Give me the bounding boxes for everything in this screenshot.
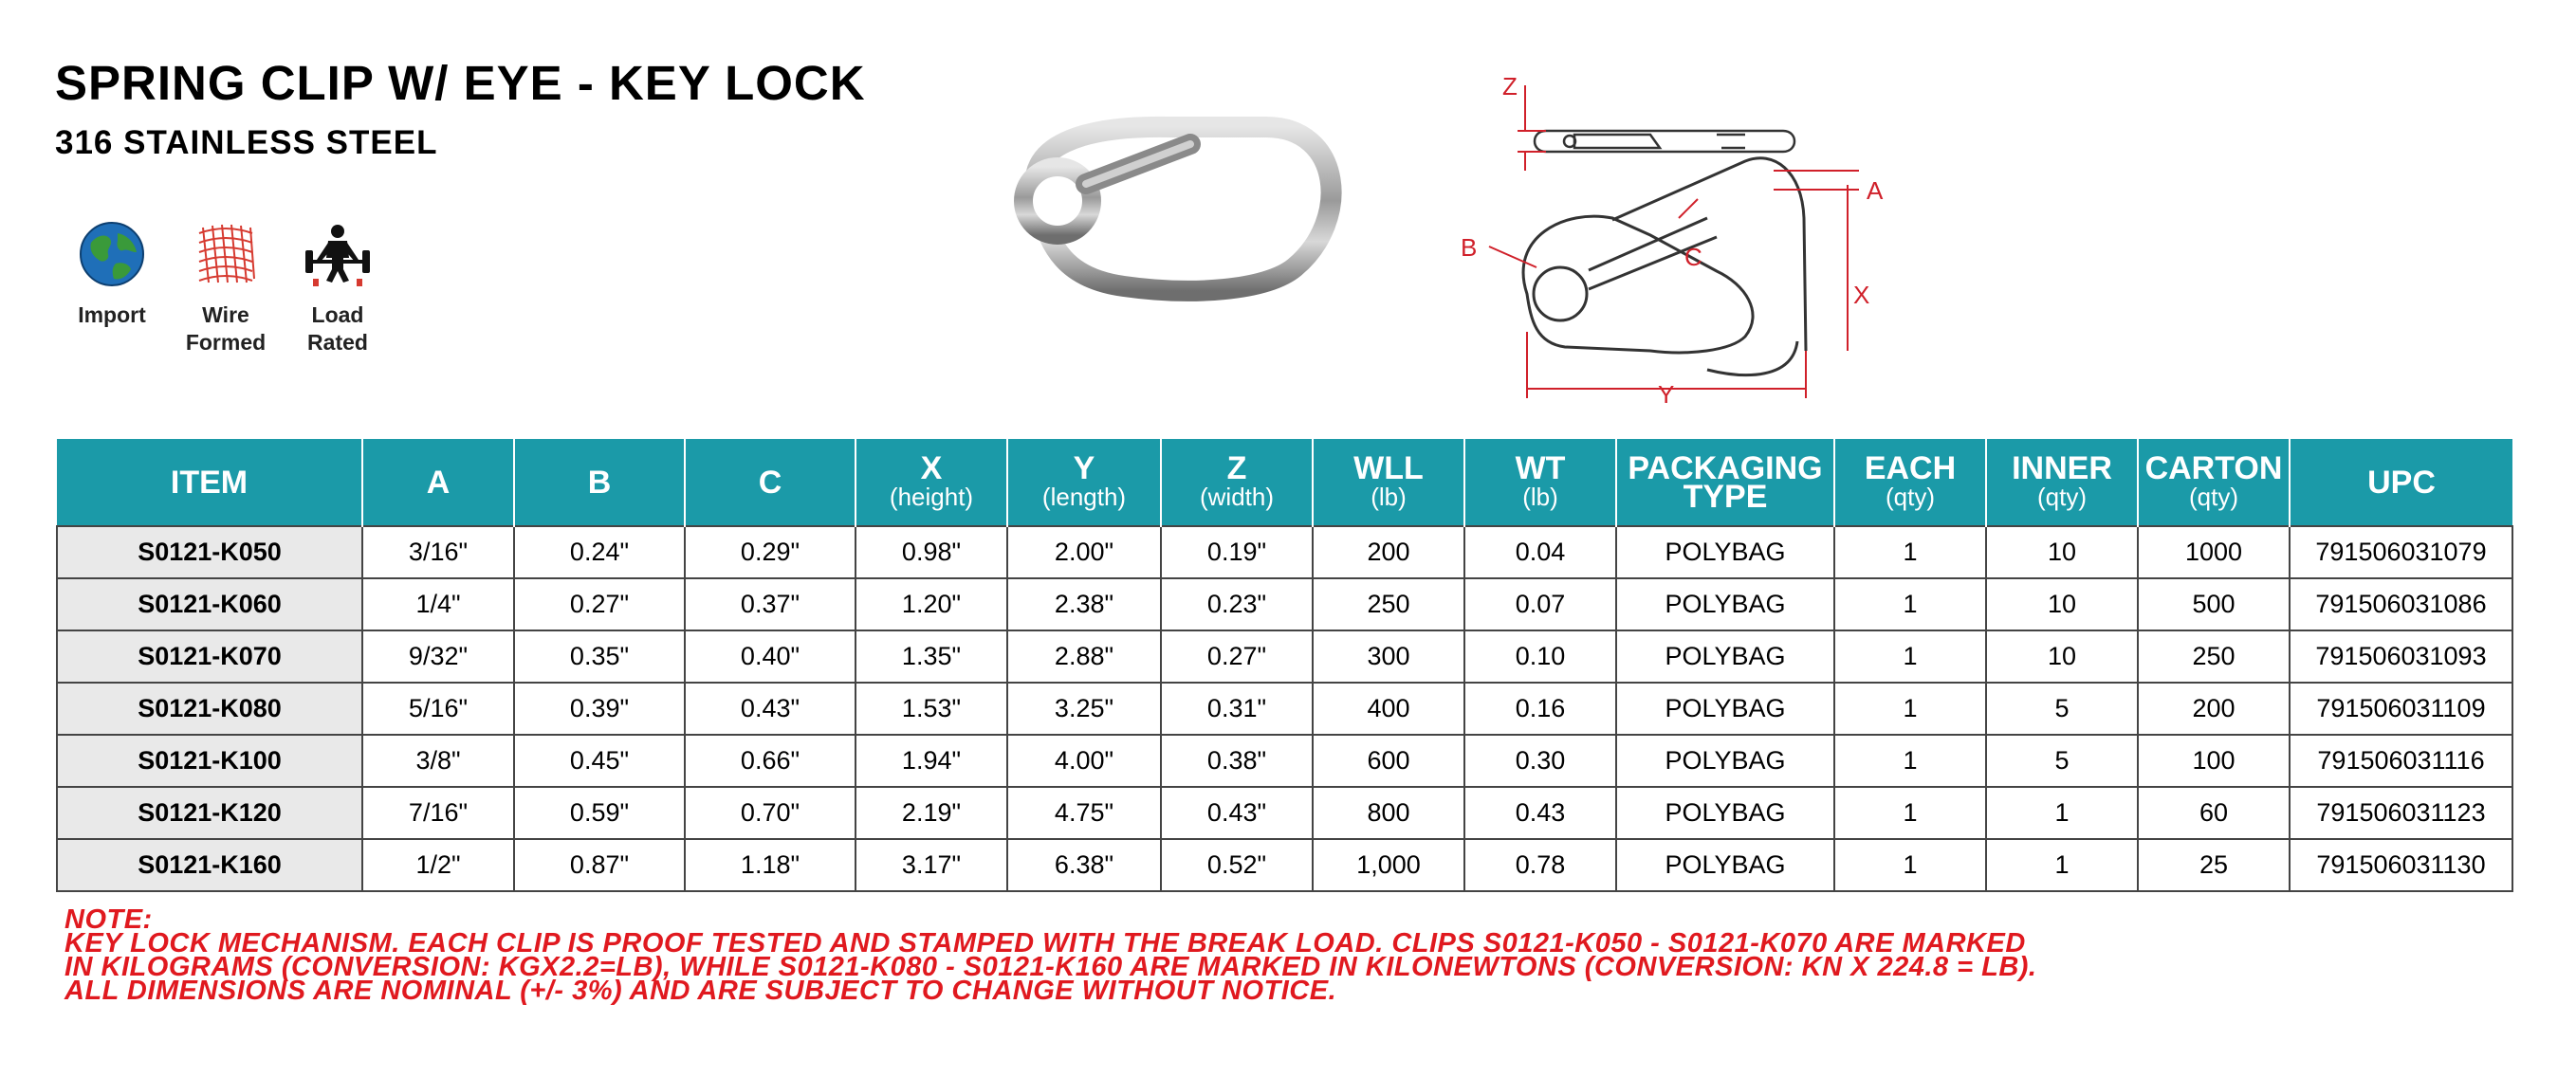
item-cell: S0121-K070: [57, 630, 362, 683]
table-cell: 400: [1313, 683, 1464, 735]
table-cell: 3.25": [1007, 683, 1161, 735]
weightlifter-icon: [304, 220, 372, 288]
dim-label-z: Z: [1502, 72, 1518, 100]
table-cell: 3.17": [856, 839, 1007, 891]
table-cell: POLYBAG: [1616, 578, 1834, 630]
table-cell: 10: [1986, 526, 2138, 578]
table-cell: 0.40": [685, 630, 856, 683]
note-line: IN KILOGRAMS (CONVERSION: KGX2.2=LB), WHILE S0121-K080 - S0121-K160 ARE MARKED IN KILONEWTONS (CONVERSION: KN X 224.8 = LB).: [64, 952, 2037, 982]
table-cell: 4.75": [1007, 787, 1161, 839]
table-cell: 0.43": [685, 683, 856, 735]
table-cell: 1: [1834, 630, 1986, 683]
product-photo: [982, 106, 1361, 305]
table-cell: 0.78: [1464, 839, 1616, 891]
table-cell: POLYBAG: [1616, 735, 1834, 787]
table-cell: 3/16": [362, 526, 514, 578]
col-header-b: B: [514, 439, 685, 526]
table-cell: 1,000: [1313, 839, 1464, 891]
feature-label: Load Rated: [307, 302, 368, 355]
table-cell: 791506031123: [2290, 787, 2512, 839]
table-cell: 0.24": [514, 526, 685, 578]
table-cell: 500: [2138, 578, 2290, 630]
dimension-diagram: [1461, 66, 1884, 417]
note-heading: NOTE:: [64, 904, 153, 935]
col-header-wll: WLL (lb): [1313, 439, 1464, 526]
table-cell: 250: [2138, 630, 2290, 683]
table-cell: 60: [2138, 787, 2290, 839]
table-cell: POLYBAG: [1616, 630, 1834, 683]
table-cell: 1.35": [856, 630, 1007, 683]
col-header-a: A: [362, 439, 514, 526]
feature-label: Import: [78, 302, 146, 327]
col-header-z: Z (width): [1161, 439, 1313, 526]
table-cell: 1000: [2138, 526, 2290, 578]
table-header-row: [57, 439, 2512, 526]
table-cell: 0.98": [856, 526, 1007, 578]
dim-label-y: Y: [1658, 380, 1675, 409]
table-cell: POLYBAG: [1616, 683, 1834, 735]
table-cell: 9/32": [362, 630, 514, 683]
page-title: SPRING CLIP W/ EYE - KEY LOCK: [55, 56, 866, 110]
spec-table-body: [57, 526, 2512, 891]
table-row: [57, 735, 2512, 787]
col-header-upc: UPC: [2290, 439, 2512, 526]
table-cell: 1: [1834, 735, 1986, 787]
dim-label-a: A: [1867, 176, 1884, 205]
table-cell: 1: [1834, 683, 1986, 735]
table-row: [57, 683, 2512, 735]
table-cell: 300: [1313, 630, 1464, 683]
dim-label-b: B: [1461, 233, 1478, 262]
table-cell: 1/4": [362, 578, 514, 630]
table-cell: 7/16": [362, 787, 514, 839]
table-cell: 3/8": [362, 735, 514, 787]
table-cell: 5: [1986, 683, 2138, 735]
table-cell: 0.66": [685, 735, 856, 787]
table-cell: 791506031079: [2290, 526, 2512, 578]
table-cell: 5/16": [362, 683, 514, 735]
table-cell: 0.43": [1161, 787, 1313, 839]
table-cell: POLYBAG: [1616, 787, 1834, 839]
table-cell: 0.45": [514, 735, 685, 787]
item-cell: S0121-K080: [57, 683, 362, 735]
table-cell: 0.19": [1161, 526, 1313, 578]
item-cell: S0121-K050: [57, 526, 362, 578]
table-cell: POLYBAG: [1616, 526, 1834, 578]
table-cell: 0.87": [514, 839, 685, 891]
feature-load-rated: [271, 220, 404, 356]
col-header-carton: CARTON (qty): [2138, 439, 2290, 526]
table-row: [57, 787, 2512, 839]
table-cell: 791506031116: [2290, 735, 2512, 787]
table-cell: 0.31": [1161, 683, 1313, 735]
dim-label-x: X: [1853, 281, 1870, 309]
page-subtitle: 316 STAINLESS STEEL: [55, 124, 438, 161]
table-cell: 791506031093: [2290, 630, 2512, 683]
feature-import: [46, 220, 178, 329]
table-cell: 2.00": [1007, 526, 1161, 578]
table-cell: 0.07: [1464, 578, 1616, 630]
col-header-y: Y (length): [1007, 439, 1161, 526]
table-cell: 0.10: [1464, 630, 1616, 683]
table-cell: 0.27": [1161, 630, 1313, 683]
col-header-wt: WT (lb): [1464, 439, 1616, 526]
table-cell: 0.43: [1464, 787, 1616, 839]
table-cell: 0.59": [514, 787, 685, 839]
table-cell: 791506031086: [2290, 578, 2512, 630]
table-cell: 1.18": [685, 839, 856, 891]
table-cell: 1: [1834, 839, 1986, 891]
table-cell: 1.53": [856, 683, 1007, 735]
table-cell: 791506031109: [2290, 683, 2512, 735]
table-cell: 10: [1986, 630, 2138, 683]
col-header-inner: INNER (qty): [1986, 439, 2138, 526]
globe-icon: [78, 220, 146, 288]
table-cell: 0.39": [514, 683, 685, 735]
wire-mesh-icon: [192, 220, 260, 288]
table-cell: 0.16: [1464, 683, 1616, 735]
table-cell: 200: [1313, 526, 1464, 578]
table-cell: 0.70": [685, 787, 856, 839]
table-cell: 0.38": [1161, 735, 1313, 787]
table-cell: 4.00": [1007, 735, 1161, 787]
item-cell: S0121-K160: [57, 839, 362, 891]
table-cell: 250: [1313, 578, 1464, 630]
table-row: [57, 630, 2512, 683]
item-cell: S0121-K060: [57, 578, 362, 630]
table-cell: 1/2": [362, 839, 514, 891]
spec-table: [56, 439, 2513, 892]
col-header-packaging: PACKAGING TYPE: [1616, 439, 1834, 526]
table-row: [57, 526, 2512, 578]
table-row: [57, 839, 2512, 891]
table-cell: 1: [1986, 787, 2138, 839]
table-cell: 1: [1834, 787, 1986, 839]
table-cell: 1: [1834, 578, 1986, 630]
table-cell: 2.88": [1007, 630, 1161, 683]
dim-label-c: C: [1684, 243, 1702, 271]
item-cell: S0121-K120: [57, 787, 362, 839]
table-cell: 25: [2138, 839, 2290, 891]
table-cell: 6.38": [1007, 839, 1161, 891]
note-line: KEY LOCK MECHANISM. EACH CLIP IS PROOF TESTED AND STAMPED WITH THE BREAK LOAD. CLIPS S0121-K050 - S0121-K070 ARE MARKED: [64, 928, 2026, 958]
table-cell: 200: [2138, 683, 2290, 735]
table-cell: 0.29": [685, 526, 856, 578]
col-header-item: ITEM: [57, 439, 362, 526]
table-cell: 800: [1313, 787, 1464, 839]
table-cell: 100: [2138, 735, 2290, 787]
table-cell: 1.94": [856, 735, 1007, 787]
table-cell: 791506031130: [2290, 839, 2512, 891]
table-cell: 0.30: [1464, 735, 1616, 787]
col-header-x: X (height): [856, 439, 1007, 526]
table-cell: 2.38": [1007, 578, 1161, 630]
table-cell: 1: [1986, 839, 2138, 891]
table-cell: 1: [1834, 526, 1986, 578]
table-cell: 0.04: [1464, 526, 1616, 578]
table-cell: POLYBAG: [1616, 839, 1834, 891]
table-cell: 0.27": [514, 578, 685, 630]
table-cell: 0.23": [1161, 578, 1313, 630]
table-cell: 1.20": [856, 578, 1007, 630]
table-row: [57, 578, 2512, 630]
table-cell: 0.35": [514, 630, 685, 683]
note-block: [64, 904, 2037, 1006]
table-cell: 5: [1986, 735, 2138, 787]
table-cell: 600: [1313, 735, 1464, 787]
table-cell: 0.52": [1161, 839, 1313, 891]
feature-label: Wire Formed: [185, 302, 267, 355]
table-cell: 2.19": [856, 787, 1007, 839]
note-line: ALL DIMENSIONS ARE NOMINAL (+/- 3%) AND ARE SUBJECT TO CHANGE WITHOUT NOTICE.: [64, 976, 1337, 1006]
item-cell: S0121-K100: [57, 735, 362, 787]
col-header-each: EACH (qty): [1834, 439, 1986, 526]
table-cell: 0.37": [685, 578, 856, 630]
table-cell: 10: [1986, 578, 2138, 630]
col-header-c: C: [685, 439, 856, 526]
